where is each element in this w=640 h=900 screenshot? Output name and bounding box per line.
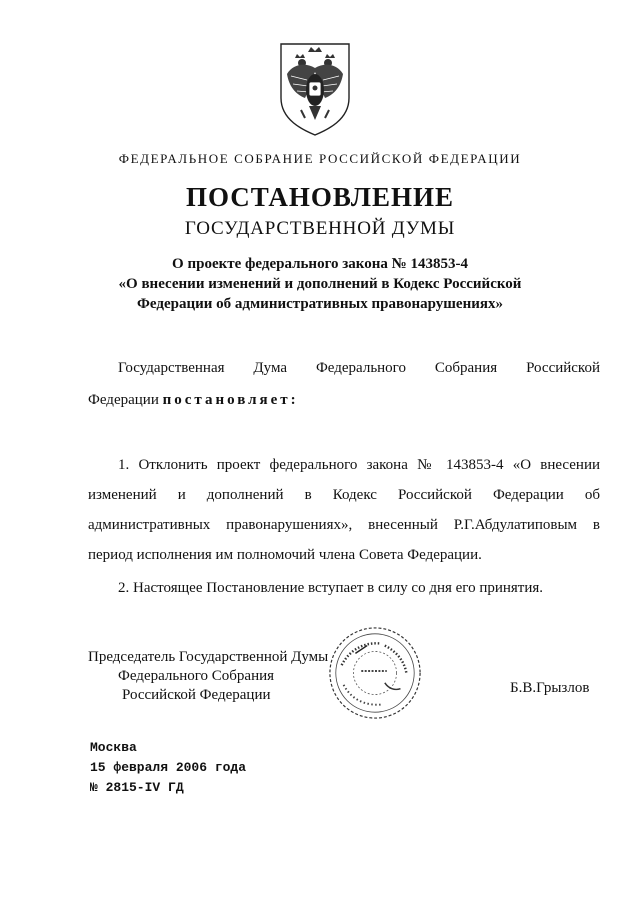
preamble-line — [88, 390, 600, 410]
item-1-line: 1. Отклонить проект федерального закона № 143853-4 «О внесении — [118, 457, 600, 473]
footer-city: Москва — [90, 740, 137, 755]
document-subtitle: ГОСУДАРСТВЕННОЙ ДУМЫ — [184, 218, 456, 239]
item-1-line: изменений и дополнений в Кодекс Российской Федерации об — [88, 487, 600, 503]
issuing-body: ФЕДЕРАЛЬНОЕ СОБРАНИЕ РОССИЙСКОЙ ФЕДЕРАЦИИ — [118, 151, 522, 166]
document-footer — [90, 738, 246, 798]
item-1-line: период исполнения им полномочий члена Совета Федерации. — [88, 547, 482, 563]
position-line: Председатель Государственной Думы — [88, 649, 329, 665]
item-2: 2. Настоящее Постановление вступает в силу со дня его принятия. — [118, 580, 544, 596]
position-line: Федерального Собрания — [118, 668, 275, 684]
preamble-line: Государственная Дума Федерального Собрания Российской — [118, 360, 600, 376]
position-line: Российской Федерации — [122, 687, 271, 703]
document-title: ПОСТАНОВЛЕНИЕ — [185, 182, 455, 212]
signatory-position — [88, 648, 328, 705]
footer-number: № 2815-IV ГД — [90, 780, 184, 795]
official-seal-icon — [326, 624, 424, 722]
subject-line: Федерации об административных правонарушениях» — [137, 296, 503, 312]
subject-line: О проекте федерального закона № 143853-4 — [172, 256, 468, 272]
item-1-line: административных правонарушениях», внесенный Р.Г.Абдулатиповым в — [88, 517, 600, 533]
subject-line: «О внесении изменений и дополнений в Кодекс Российской — [118, 276, 522, 292]
footer-date: 15 февраля 2006 года — [90, 760, 247, 775]
resolution-verb: постановляет: — [162, 392, 299, 408]
preamble-text: Федерации — [88, 392, 159, 408]
coat-of-arms-icon — [275, 38, 355, 138]
document-subject — [90, 254, 550, 314]
signatory-name: Б.В.Грызлов — [510, 680, 590, 696]
